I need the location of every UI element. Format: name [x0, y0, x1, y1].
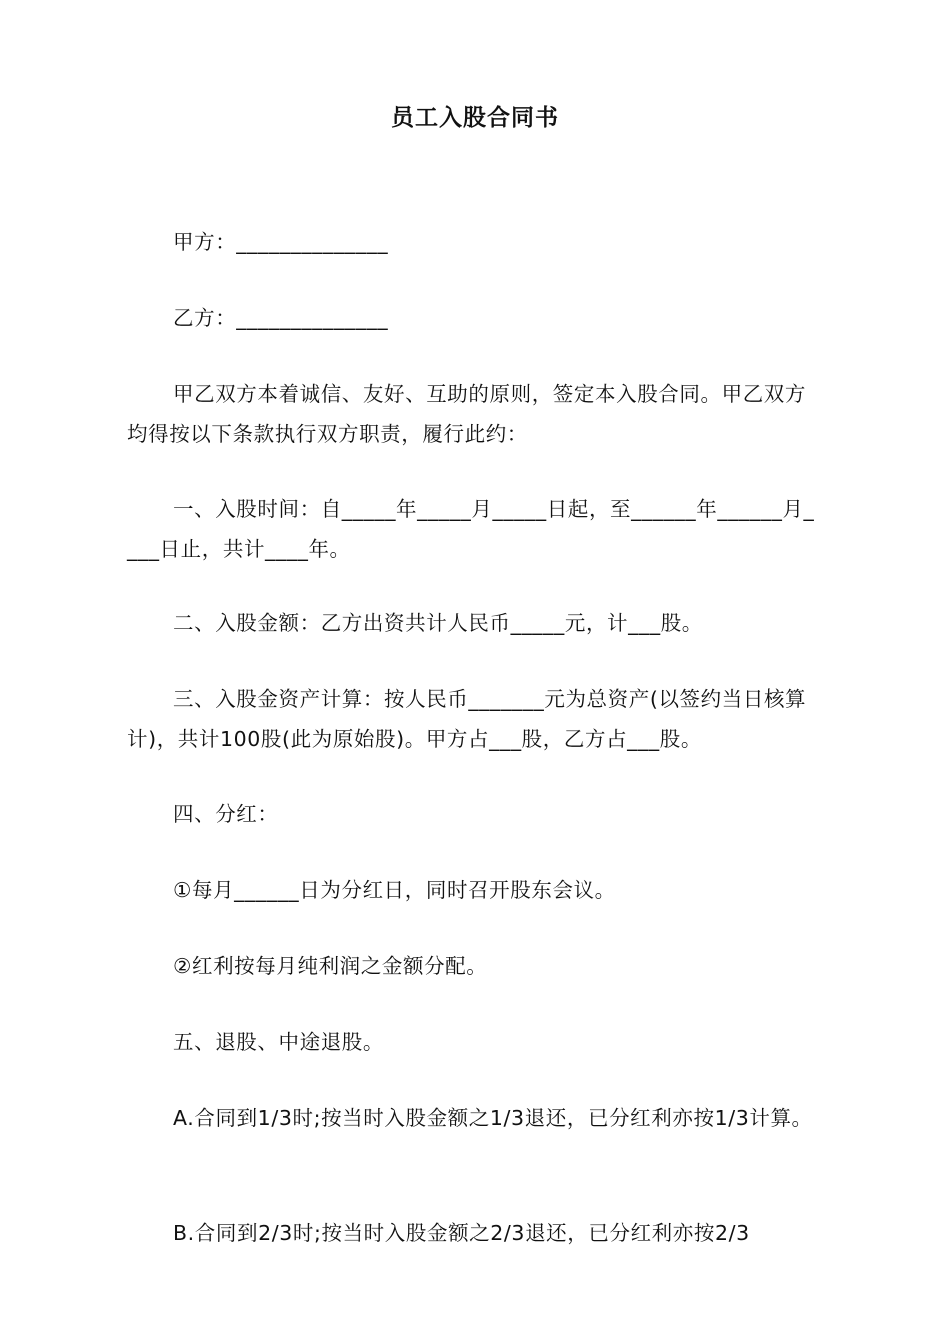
party-b-line: 乙方：______________: [173, 306, 389, 330]
withdrawal-item-a: A.合同到1/3时;按当时入股金额之1/3退还，已分红利亦按1/3计算。: [173, 1106, 813, 1130]
dividend-item-1: ①每月______日为分红日，同时召开股东会议。: [173, 878, 616, 902]
clause-3-asset-calculation: 三、入股金资产计算：按人民币_______元为总资产(以签约当日核算计)，共计100股(此为原始股)。甲方占___股，乙方占___股。: [127, 687, 807, 751]
party-a-line: 甲方：______________: [173, 230, 389, 254]
clause-2-share-amount: 二、入股金额：乙方出资共计人民币_____元，计___股。: [173, 611, 703, 635]
dividend-item-2: ②红利按每月纯利润之金额分配。: [173, 954, 488, 978]
withdrawal-item-b: B.合同到2/3时;按当时入股金额之2/3退还，已分红利亦按2/3: [173, 1221, 750, 1245]
clause-5-withdrawal-heading: 五、退股、中途退股。: [173, 1030, 384, 1054]
clause-4-dividend-heading: 四、分红：: [173, 802, 279, 826]
clause-1-share-period: 一、入股时间：自_____年_____月_____日起，至______年______月____日止，共计____年。: [127, 497, 815, 561]
preamble-paragraph: 甲乙双方本着诚信、友好、互助的原则，签定本入股合同。甲乙双方均得按以下条款执行双方职责，履行此约：: [127, 382, 806, 446]
document-title: 员工入股合同书: [391, 105, 559, 131]
